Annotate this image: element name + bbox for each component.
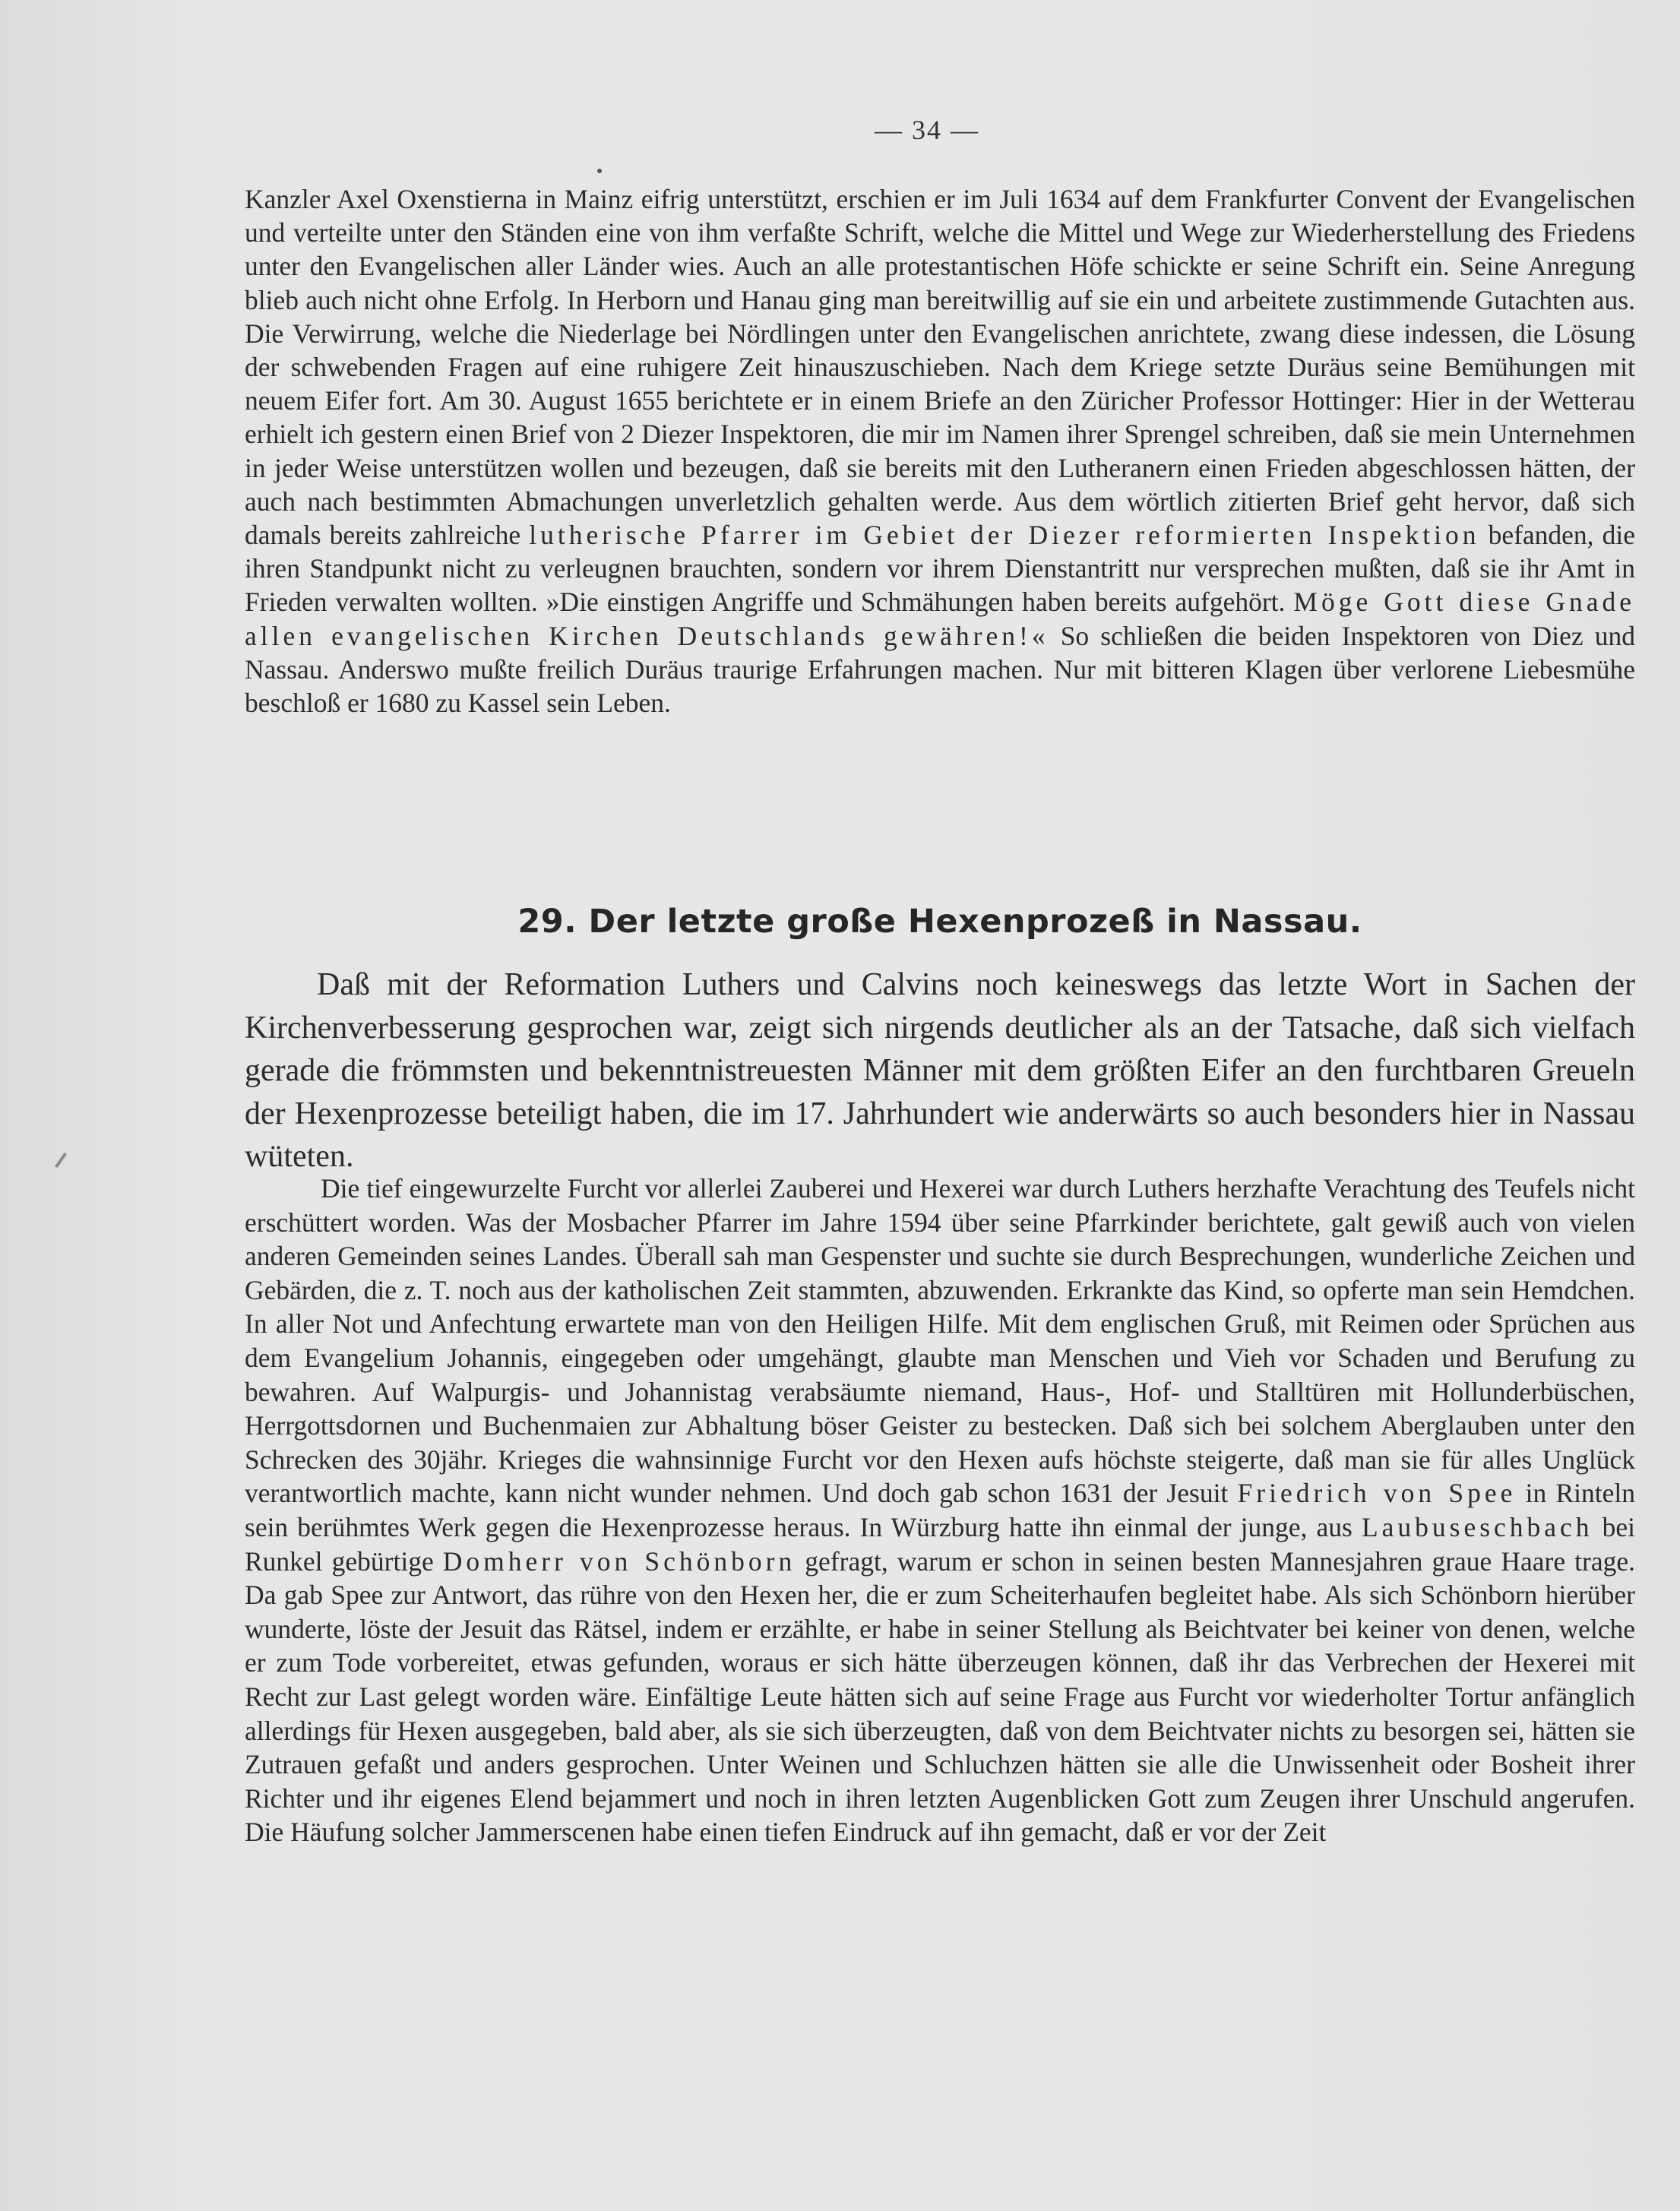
continuation-text: [245, 182, 1635, 720]
continuation-paragraph: [245, 182, 1635, 720]
body-spaced-2: Laubuseschbach: [1361, 1511, 1593, 1542]
ink-dot: [597, 169, 602, 173]
continuation-spaced-1: lutherische Pfarrer im Gebiet der Diezer reformierten Inspektion: [529, 520, 1480, 551]
margin-pencil-mark: [55, 1153, 67, 1168]
body-paragraph: [245, 1172, 1635, 1849]
lead-paragraph: Daß mit der Reformation Luthers und Calvins noch keineswegs das letzte Wort in Sachen der Kirchenverbesserung gesprochen war, zeigt sich nirgends deutlicher als an der Tatsache, daß sich vielfach gerade die frömmsten und bekenntnistreuesten Männer mit dem größten Eifer an den furchtbaren Greueln der Hexenprozesse beteiligt haben, die im 17. Jahrhundert wie anderwärts so auch besonders hier in Nassau wüteten.: [245, 967, 1635, 1174]
continuation-part-3: So schließen die beiden Inspektoren von Diez und Nassau. Anderswo mußte freilich Duräus traurige Erfahrungen machen. Nur mit bitteren Klagen über verlorene Liebesmühe beschloß er 1680 zu Kassel sein Leben.: [245, 620, 1635, 719]
continuation-part-2: befanden, die ihren Standpunkt nicht zu verleugnen brauchten, sondern vor ihrem Dienstantritt nur versprechen mußten, daß sie ihr Amt in Frieden verwalten wollten. »Die einstigen Angriffe und Schmähungen haben bereits aufgehört.: [245, 520, 1636, 618]
body-part-4: gefragt, warum er schon in seinen besten Mannesjahren graue Haare trage. Da gab Spee zur Antwort, das rühre von den Hexen her, die er zum Scheiterhaufen begleitet habe. Als sich Schönborn hierüber wunderte, löste der Jesuit das Rätsel, indem er erzählte, er habe in seiner Stellung als Beichtvater bei keiner von denen, welche er zum Tode vorbereitet, etwas gefunden, woraus er sich hätte überzeugen können, daß ihr das Verbrechen der Hexerei mit Recht zur Last gelegt worden wäre. Einfältige Leute hätten sich auf seine Frage aus Furcht vor wiederholter Tortur anfänglich allerdings für Hexen ausgegeben, bald aber, als sie sich überzeugten, daß von dem Beichtvater nichts zu besorgen sei, hätten sie Zutrauen gefaßt und anders gesprochen. Unter Weinen und Schluchzen hätten sie alle die Unwissenheit oder Bosheit ihrer Richter und ihr eigenes Elend bejammert und noch in ihren letzten Augenblicken Gott zum Zeugen ihrer Unschuld angerufen. Die Häufung solcher Jammerscenen habe einen tiefen Eindruck auf ihn gemacht, daß er vor der Zeit: [245, 1545, 1636, 1848]
body-part-3: bei Runkel gebürtige: [245, 1511, 1636, 1577]
body-spaced-3: Domherr von Schönborn: [442, 1545, 796, 1577]
body-part-2: in Rinteln sein berühmtes Werk gegen die Hexenprozesse heraus. In Würzburg hatte ihn einmal der junge, aus: [245, 1478, 1635, 1542]
chapter-lead-text: [245, 963, 1635, 1178]
chapter-heading: 29. Der letzte große Hexenprozeß in Nassau.: [517, 903, 1362, 941]
body-spaced-1: Friedrich von Spee: [1237, 1478, 1517, 1509]
page-number: — 34 —: [875, 115, 979, 145]
continuation-part-1: Kanzler Axel Oxenstierna in Mainz eifrig unterstützt, erschien er im Juli 1634 auf dem Frankfurter Convent der Evangelischen und verteilte unter den Ständen eine von ihm verfaßte Schrift, welche die Mittel und Wege zur Wiederherstellung des Friedens unter den Evangelischen aller Länder wies. Auch an alle protestantischen Höfe schickte er seine Schrift ein. Seine Anregung blieb auch nicht ohne Erfolg. In Herborn und Hanau ging man bereitwillig auf sie ein und arbeitete zustimmende Gutachten aus. Die Verwirrung, welche die Niederlage bei Nördlingen unter den Evangelischen anrichtete, zwang diese indessen, die Lösung der schwebenden Fragen auf eine ruhigere Zeit hinauszuschieben. Nach dem Kriege setzte Duräus seine Bemühungen mit neuem Eifer fort. Am 30. August 1655 berichtete er in einem Briefe an den Züricher Professor Hottinger: Hier in der Wetterau erhielt ich gestern einen Brief von 2 Diezer Inspektoren, die mir im Namen ihrer Sprengel schreiben, daß sie mein Unternehmen in jeder Weise unterstützen wollen und bezeugen, daß sie bereits mit den Lutheranern einen Frieden abgeschlossen hätten, der auch nach bestimmten Abmachungen unverletzlich gehalten werde. Aus dem wörtlich zitierten Brief geht hervor, daß sich damals bereits zahlreiche: [245, 184, 1635, 551]
continuation-spaced-2: Möge Gott diese Gnade allen evangelischen Kirchen Deutschlands gewähren!«: [245, 587, 1636, 651]
body-part-1: Die tief eingewurzelte Furcht vor allerlei Zauberei und Hexerei war durch Luthers herzhafte Verachtung des Teufels nicht erschüttert worden. Was der Mosbacher Pfarrer im Jahre 1594 über seine Pfarrkinder berichtete, galt gewiß auch von vielen anderen Gemeinden seines Landes. Überall sah man Gespenster und suchte sie durch Besprechungen, wunderliche Zeichen und Gebärden, die z. T. noch aus der katholischen Zeit stammten, abzuwenden. Erkrankte das Kind, so opferte man sein Hemdchen. In aller Not und Anfechtung erwartete man von den Heiligen Hilfe. Mit dem englischen Gruß, mit Reimen oder Sprüchen aus dem Evangelium Johannis, eingegeben oder umgehängt, glaubte man Menschen und Vieh vor Schaden und Berufung zu bewahren. Auf Walpurgis- und Johannistag verabsäumte niemand, Haus-, Hof- und Stalltüren mit Hollunderbüschen, Herrgottsdornen und Buchenmaien zur Abhaltung böser Geister zu bestecken. Daß sich bei solchem Aberglauben unter den Schrecken des 30jähr. Krieges die wahnsinnige Furcht vor den Hexen aufs höchste steigerte, daß man sie für alles Unglück verantwortlich machte, kann nicht wunder nehmen. Und doch gab schon 1631 der Jesuit: [245, 1173, 1635, 1509]
chapter-body-text: [245, 1172, 1635, 1849]
